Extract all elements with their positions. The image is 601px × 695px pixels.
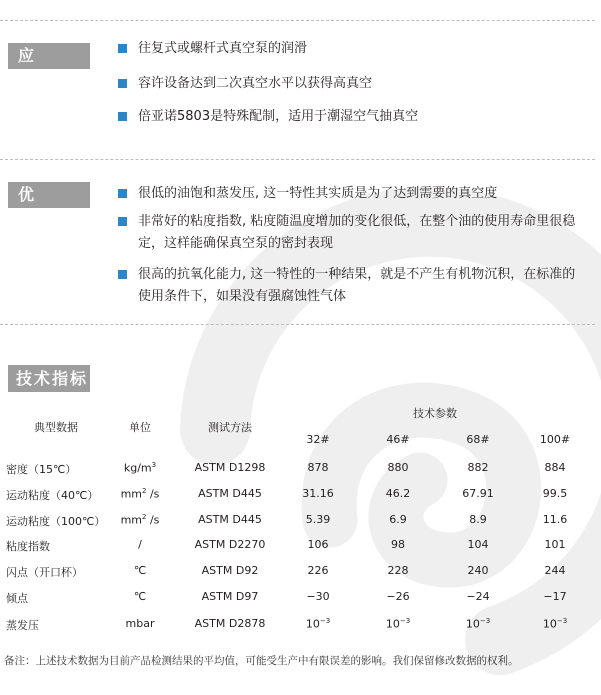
cell-property: 运动粘度（40℃） — [6, 489, 99, 502]
unit-superscript: 2 — [142, 487, 147, 495]
value-text: 10 — [465, 617, 480, 631]
value-text: 10 — [385, 617, 400, 631]
cell-value — [448, 590, 508, 603]
value-text: 884 — [544, 461, 566, 474]
cell-method: ASTM D2878 — [194, 617, 266, 630]
value-text: 99.5 — [542, 487, 568, 500]
value-text: 5.39 — [305, 513, 331, 526]
cell-value — [368, 487, 428, 500]
value-text: 880 — [387, 461, 409, 474]
value-text: 878 — [307, 461, 329, 474]
value-text: 106 — [307, 538, 329, 551]
cell-value — [525, 513, 585, 526]
advantage-item: 非常好的粘度指数, 粘度随温度增加的变化很低，在整个油的使用寿命里很稳定，这样能确保真空泵的密封表现 — [118, 211, 588, 255]
cell-value — [368, 617, 428, 631]
divider-application — [0, 159, 595, 160]
cell-value — [525, 461, 585, 474]
value-text: 228 — [387, 564, 409, 577]
value-text: 67.91 — [462, 487, 494, 500]
cell-unit — [110, 461, 170, 475]
cell-property: 粘度指数 — [6, 540, 50, 553]
application-item: 往复式或螺杆式真空泵的润滑 — [118, 38, 578, 60]
value-text: 104 — [467, 538, 489, 551]
cell-method: ASTM D445 — [198, 513, 262, 526]
header-grade: 32# — [306, 433, 330, 446]
cell-value — [288, 461, 348, 474]
header-method: 测试方法 — [208, 421, 252, 434]
bullet-square-icon — [118, 44, 127, 53]
unit-text: mm — [120, 513, 143, 527]
value-text: 240 — [467, 564, 489, 577]
bullet-square-icon — [118, 217, 127, 226]
cell-value — [288, 617, 348, 631]
value-text: 6.9 — [389, 513, 407, 526]
value-text: −24 — [466, 590, 490, 603]
header-property: 典型数据 — [34, 421, 78, 434]
bullet-square-icon — [118, 79, 127, 88]
cell-method: ASTM D92 — [201, 564, 259, 577]
cell-value — [448, 564, 508, 577]
cell-value — [525, 487, 585, 500]
value-text: 98 — [391, 538, 405, 551]
value-text: 8.9 — [469, 513, 487, 526]
unit-tail: /s — [146, 487, 160, 501]
cell-method: ASTM D445 — [198, 487, 262, 500]
value-superscript: −3 — [399, 617, 411, 625]
value-text: −26 — [386, 590, 410, 603]
unit-tail: /s — [146, 513, 160, 527]
cell-value — [448, 487, 508, 500]
value-superscript: −3 — [479, 617, 491, 625]
unit-text: ℃ — [133, 564, 147, 577]
cell-property: 运动粘度（100℃） — [6, 515, 106, 528]
unit-text: ℃ — [133, 590, 147, 603]
cell-value — [288, 564, 348, 577]
cell-value — [288, 590, 348, 603]
cell-unit — [110, 617, 170, 630]
unit-text: / — [138, 538, 142, 551]
cell-value — [448, 617, 508, 631]
value-superscript: −3 — [319, 617, 331, 625]
cell-value — [368, 538, 428, 551]
value-superscript: −3 — [556, 617, 568, 625]
application-item: 倍亚诺5803是特殊配制，适用于潮湿空气抽真空 — [118, 106, 578, 128]
cell-unit — [110, 513, 170, 527]
value-text: −30 — [306, 590, 330, 603]
cell-value — [288, 513, 348, 526]
header-grade: 46# — [386, 433, 410, 446]
value-text: 10 — [305, 617, 320, 631]
value-text: −17 — [543, 590, 567, 603]
cell-unit — [110, 487, 170, 501]
bullet-square-icon — [118, 189, 127, 198]
cell-property: 密度（15℃） — [6, 463, 77, 476]
cell-value — [525, 538, 585, 551]
cell-property: 闪点（开口杯） — [6, 566, 83, 579]
cell-method: ASTM D2270 — [194, 538, 266, 551]
cell-value — [525, 617, 585, 631]
header-params: 技术参数 — [413, 407, 457, 420]
section-tag-advantages: 优 势 — [8, 182, 90, 208]
value-text: 101 — [544, 538, 566, 551]
cell-value — [448, 538, 508, 551]
cell-method: ASTM D1298 — [194, 461, 266, 474]
bullet-square-icon — [118, 270, 127, 279]
unit-superscript: 2 — [142, 513, 147, 521]
value-text: 11.6 — [542, 513, 568, 526]
advantage-item: 很低的油饱和蒸发压, 这一特性其实质是为了达到需要的真空度 — [118, 183, 588, 205]
value-text: 46.2 — [385, 487, 411, 500]
divider-top — [0, 20, 595, 21]
cell-value — [525, 564, 585, 577]
cell-value — [368, 461, 428, 474]
value-text: 10 — [542, 617, 557, 631]
cell-property: 倾点 — [6, 592, 28, 605]
cell-value — [368, 564, 428, 577]
cell-value — [288, 487, 348, 500]
header-grade: 68# — [466, 433, 490, 446]
section-tag-application: 应 用 — [8, 43, 90, 69]
cell-value — [288, 538, 348, 551]
value-text: 226 — [307, 564, 329, 577]
unit-text: kg/m — [123, 461, 152, 475]
cell-value — [525, 590, 585, 603]
value-text: 31.16 — [302, 487, 334, 500]
cell-property: 蒸发压 — [6, 619, 39, 632]
footnote: 备注：上述技术数据为目前产品检测结果的平均值，可能受生产中有限误差的影响。我们保留修改数据的权利。 — [4, 655, 519, 667]
value-text: 244 — [544, 564, 566, 577]
header-unit: 单位 — [129, 421, 151, 434]
advantage-item: 很高的抗氧化能力, 这一特性的一种结果，就是不产生有机物沉积，在标准的使用条件下，如果没有强腐蚀性气体 — [118, 264, 588, 308]
cell-unit — [110, 590, 170, 603]
header-grade: 100# — [539, 433, 571, 446]
cell-value — [368, 590, 428, 603]
cell-method: ASTM D97 — [201, 590, 259, 603]
cell-unit — [110, 538, 170, 551]
bullet-square-icon — [118, 112, 127, 121]
cell-unit — [110, 564, 170, 577]
cell-value — [448, 461, 508, 474]
section-tag-specs: 技术指标 — [8, 365, 90, 392]
unit-text: mbar — [125, 617, 155, 630]
cell-value — [448, 513, 508, 526]
cell-value — [368, 513, 428, 526]
unit-text: mm — [120, 487, 143, 501]
unit-superscript: 3 — [151, 461, 157, 469]
application-item: 容许设备达到二次真空水平以获得高真空 — [118, 73, 578, 95]
value-text: 882 — [467, 461, 489, 474]
divider-advantages — [0, 324, 595, 325]
